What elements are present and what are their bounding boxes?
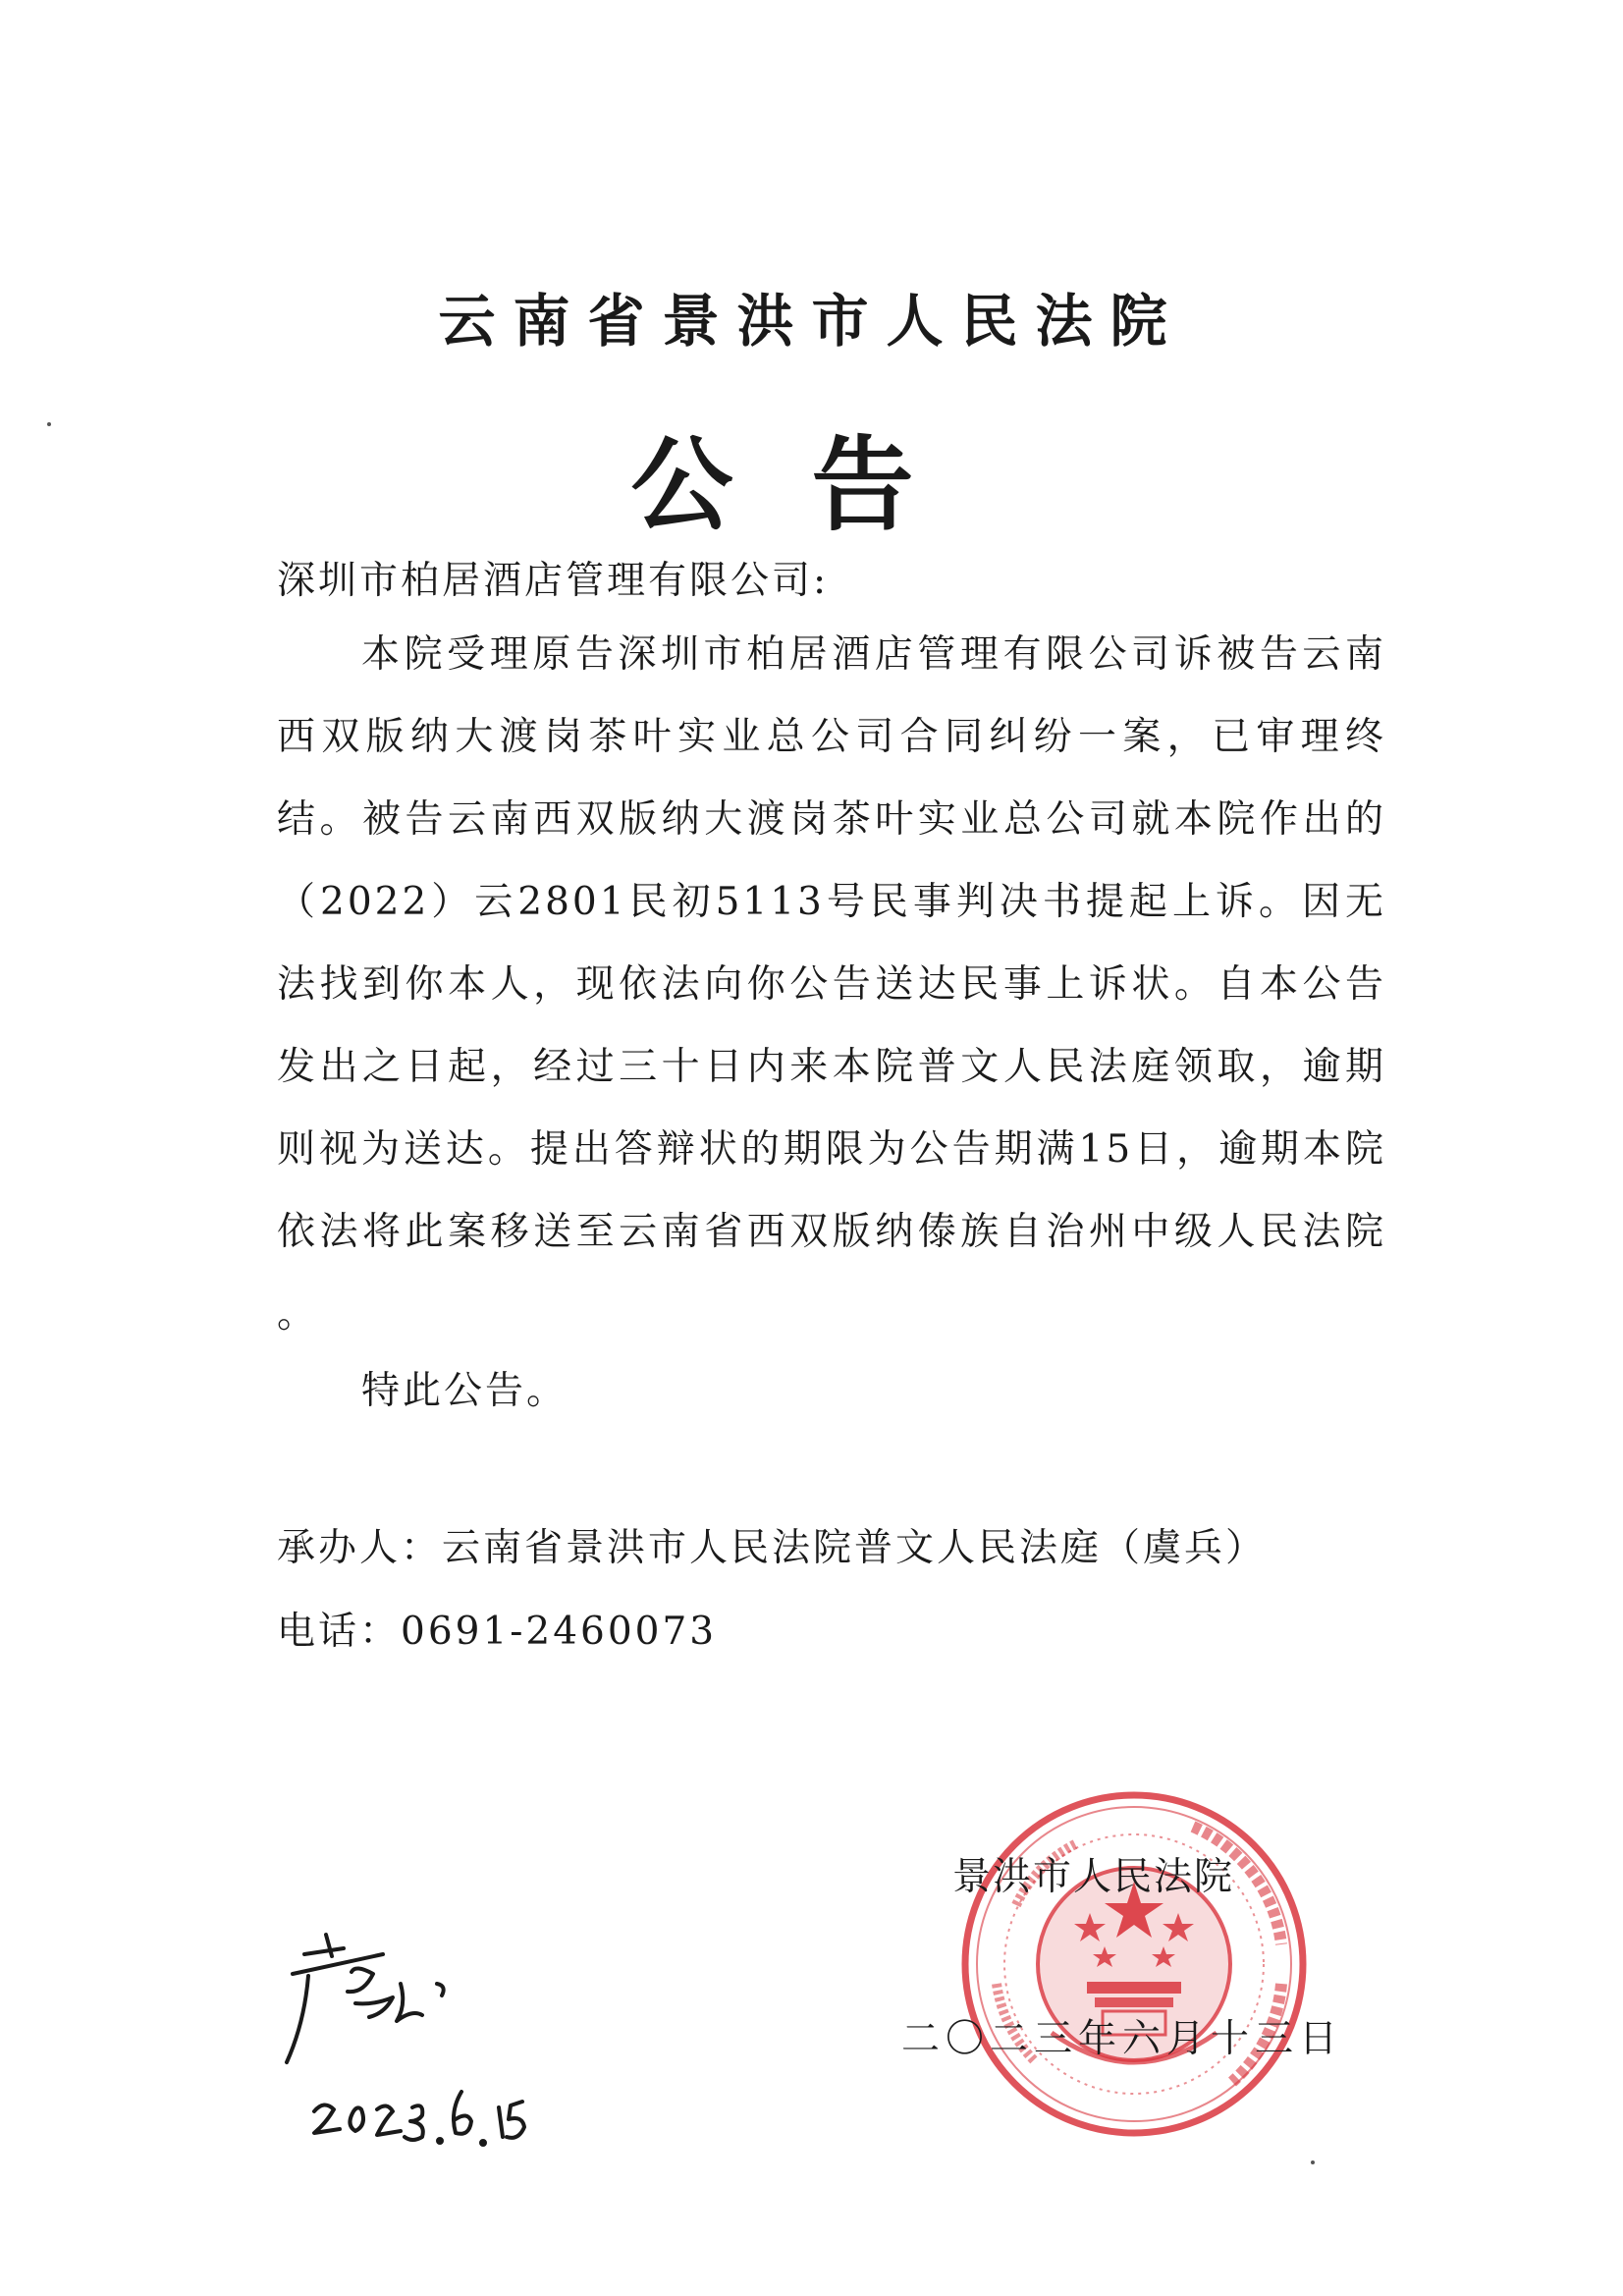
issuer-name: 景洪市人民法院 bbox=[952, 1855, 1235, 1899]
notice-paragraph: 本院受理原告深圳市柏居酒店管理有限公司诉被告云南西双版纳大渡岗茶叶实业总公司合同纠纷一案，已审理终结。被告云南西双版纳大渡岗茶叶实业总公司就本院作出的（2022）云2801民初5113号民事判决书提起上诉。因无法找到你本人，现依法向你公告送达民事上诉状。自本公告发出之日起，经过三十日内来本院普文人民法庭领取，逾期则视为送达。提出答辩状的期限为公告期满15日，逾期本院依法将此案移送至云南省西双版纳傣族自治州中级人民法院 。 bbox=[277, 632, 1386, 1337]
handwritten-signature bbox=[275, 1915, 569, 2170]
handler-line: 承办人：云南省景洪市人民法院普文人民法庭（虞兵） bbox=[277, 1526, 1268, 1570]
scan-speck bbox=[1311, 2160, 1315, 2164]
issue-date: 二〇二三年六月十三日 bbox=[901, 2017, 1344, 2061]
document-title: 公告 bbox=[630, 424, 993, 545]
phone-line: 电话：0691-2460073 bbox=[277, 1610, 718, 1654]
addressee: 深圳市柏居酒店管理有限公司: bbox=[277, 559, 830, 603]
closing-line: 特此公告。 bbox=[361, 1369, 568, 1413]
court-seal bbox=[957, 1787, 1311, 2141]
scan-speck bbox=[47, 422, 51, 426]
court-name: 云南省景洪市人民法院 bbox=[438, 288, 1185, 355]
